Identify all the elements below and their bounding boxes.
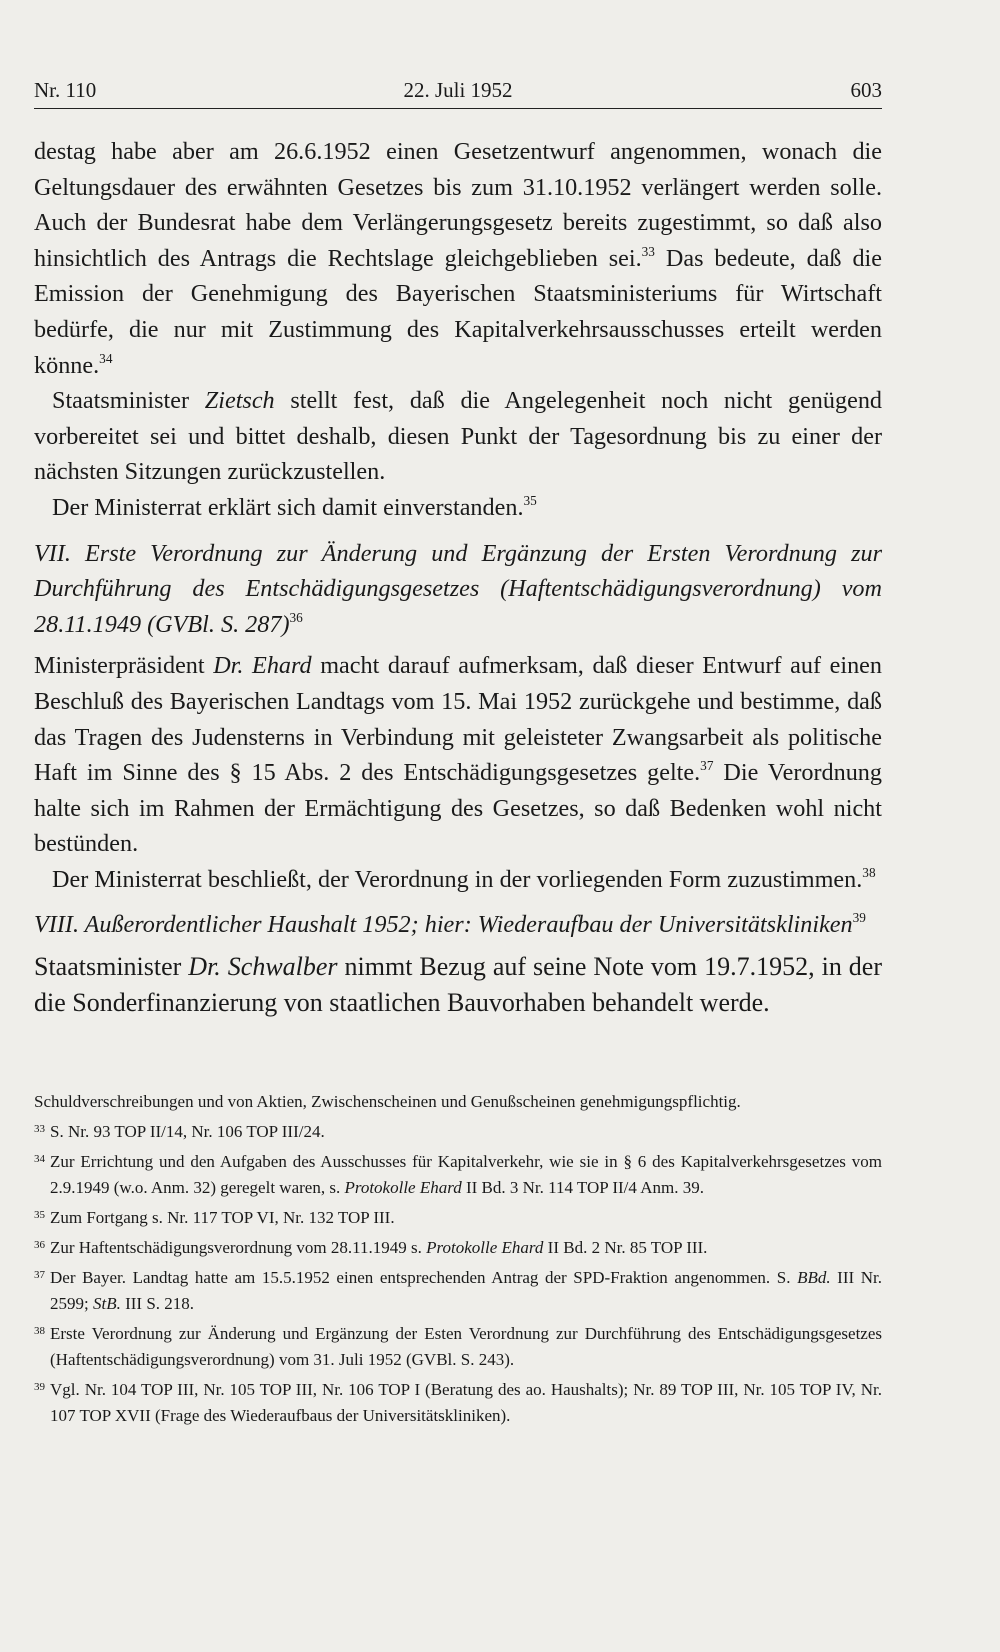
session-date: 22. Juli 1952 [403, 78, 513, 102]
footnote-ref-34: 34 [99, 350, 113, 366]
agenda-item-vii: VII. Erste Verordnung zur Änderung und Ergänzung der Ersten Verordnung zur Durchführung des Entschädigungsgesetzes (Haftentschädigungsverordnung) vom 28.11.1949 (GVBl. S. 287)$^{36}$ [34, 539, 882, 638]
footnotes [34, 1089, 882, 1433]
footnote-ref-36: 36 [289, 609, 303, 625]
person-name: Dr. Schwalber [188, 952, 338, 982]
footnote-number: 37 [34, 1269, 45, 1281]
footnote-number: 35 [34, 1209, 45, 1221]
person-name: Zietsch [204, 387, 275, 415]
paragraph-ehard: Ministerpräsident Dr. Ehard macht darauf aufmerksam, daß dieser Entwurf auf einen Beschluß des Bayerischen Landtags vom 15. Mai 1952 zurückgehe und bestimme, daß das Tragen des Judensterns in Verbindung mit geleisteter Zwangsarbeit als politische Haft im Sinne des § 15 Abs. 2 des Entschädigungsgesetzes gelte.$^{37}$ Die Verordnung halte sich im Rahmen der Ermächtigung des Gesetzes, so daß Bedenken wohl nicht bestünden. [34, 652, 882, 858]
footnote-ref-33: 33 [641, 243, 655, 259]
footnote-number: 36 [34, 1239, 45, 1251]
footnote-number: 38 [34, 1325, 45, 1337]
document-number: Nr. 110 [34, 78, 97, 102]
paragraph-decision-1: Der Ministerrat erklärt sich damit einverstanden.$^{35}$ [52, 492, 537, 521]
footnote-35: 35 Zum Fortgang s. Nr. 117 TOP VI, Nr. 132 TOP III. [34, 1208, 395, 1227]
footnote-34: 34 Zur Errichtung und den Aufgaben des Ausschusses für Kapitalverkehr, wie sie in § 6 des Kapitalverkehrsgesetzes vom 2.9.1949 (w.o. Anm. 32) geregelt waren, s. Protokolle Ehard II Bd. 3 Nr. 114 TOP II/4 Anm. 39. [34, 1152, 882, 1197]
footnote-continuation: Schuldverschreibungen und von Aktien, Zwischenscheinen und Genußscheinen genehmigungspflichtig. [34, 1092, 741, 1111]
footnote-ref-37: 37 [700, 758, 714, 774]
footnote-ref-38: 38 [862, 864, 876, 880]
agenda-item-viii: VIII. Außerordentlicher Haushalt 1952; hier: Wiederaufbau der Universitätskliniken$^{39}$ [34, 910, 866, 939]
paragraph-schwalber: Staatsminister Dr. Schwalber nimmt Bezug auf seine Note vom 19.7.1952, in der die Sonderfinanzierung von staatlichen Bauvorhaben behandelt werde. [34, 952, 882, 1018]
paragraph-decision-2: Der Ministerrat beschließt, der Verordnung in der vorliegenden Form zuzustimmen.$^{38}$ [52, 864, 876, 893]
footnote-38: 38 Erste Verordnung zur Änderung und Ergänzung der Esten Verordnung zur Durchführung des Entschädigungsgesetzes (Haftentschädigungsverordnung) vom 31. Juli 1952 (GVBl. S. 243). [34, 1324, 882, 1369]
footnote-number: 33 [34, 1123, 45, 1135]
header-rule [34, 108, 882, 109]
footnote-39: 39 Vgl. Nr. 104 TOP III, Nr. 105 TOP III, Nr. 106 TOP I (Beratung des ao. Haushalts); Nr. 89 TOP III, Nr. 105 TOP IV, Nr. 107 TOP XVII (Frage des Wiederaufbaus der Universitätskliniken). [34, 1380, 882, 1425]
footnote-number: 39 [34, 1381, 45, 1393]
footnote-33: 33 S. Nr. 93 TOP II/14, Nr. 106 TOP III/24. [34, 1122, 325, 1141]
footnote-ref-39: 39 [852, 910, 866, 926]
footnote-36: 36 Zur Haftentschädigungsverordnung vom 28.11.1949 s. Protokolle Ehard II Bd. 2 Nr. 85 TOP III. [34, 1238, 708, 1257]
paragraph-zietsch: Staatsminister Zietsch stellt fest, daß die Angelegenheit noch nicht genügend vorbereitet sei und bittet deshalb, diesen Punkt der Tagesordnung bis zu einer der nächsten Sitzungen zurückzustellen. [34, 387, 883, 486]
main-text [34, 134, 882, 1021]
footnote-number: 34 [34, 1153, 45, 1165]
footnote-37: 37 Der Bayer. Landtag hatte am 15.5.1952 einen entsprechenden Antrag der SPD-Fraktion angenommen. S. BBd. III Nr. 2599; StB. III S. 218. [34, 1268, 883, 1313]
paragraph-bundestag: destag habe aber am 26.6.1952 einen Gesetzentwurf angenommen, wonach die Geltungsdauer des erwähnten Gesetzes bis zum 31.10.1952 verlängert werden solle. Auch der Bundesrat habe dem Verlängerungsgesetz bereits zugestimmt, so daß also hinsichtlich des Antrags die Rechtslage gleichgeblieben sei.$^{33}$ Das bedeute, daß die Emission der Genehmigung des Bayerischen Staatsministeriums für Wirtschaft bedürfe, die nur mit Zustimmung des Kapitalverkehrsausschusses erteilt werden könne.$^{34}$ [34, 138, 883, 379]
page-number: 603 [850, 78, 882, 102]
footnote-ref-35: 35 [523, 492, 537, 508]
running-header [34, 74, 882, 108]
person-name: Dr. Ehard [213, 652, 312, 680]
